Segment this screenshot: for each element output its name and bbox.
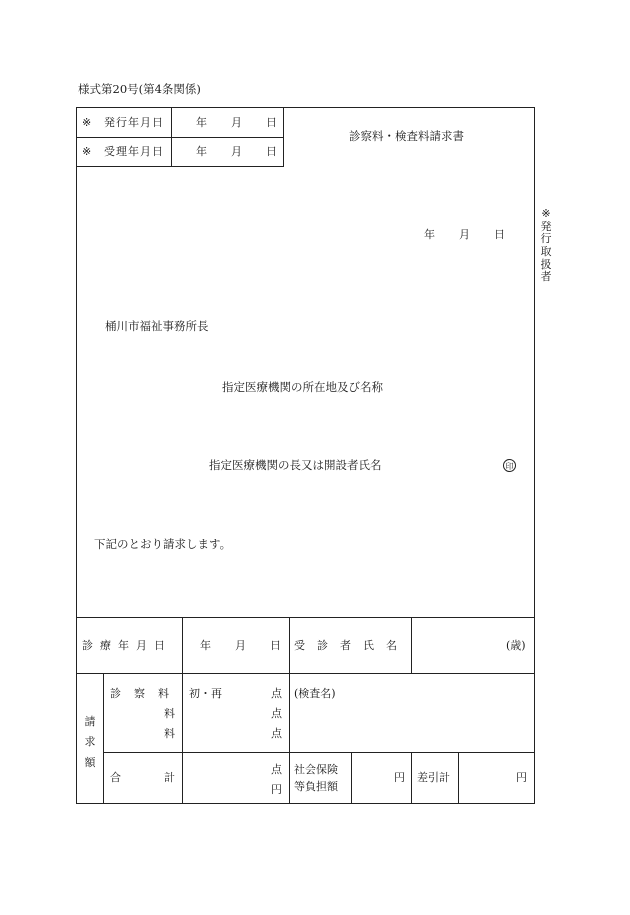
total-label-second: 計 — [164, 771, 175, 784]
receipt-day: 日 — [266, 145, 277, 158]
difference-label: 差引計 — [417, 771, 450, 784]
first-repeat-label: 初・再 — [189, 687, 222, 700]
fee-label-2: 料 — [164, 707, 175, 720]
issue-month: 月 — [231, 116, 242, 129]
consult-fee-label: 診察料 — [110, 687, 182, 700]
total-label-first: 合 — [110, 771, 121, 784]
social-insurance-label-2: 等負担額 — [294, 780, 338, 793]
fee-label-3: 料 — [164, 727, 175, 740]
total-yen-unit: 円 — [271, 783, 282, 796]
points-unit-3: 点 — [271, 727, 282, 740]
document-title: 診察料・検査料請求書 — [349, 129, 464, 143]
exam-year: 年 — [200, 639, 211, 652]
date-day: 日 — [494, 228, 505, 241]
receipt-year: 年 — [196, 145, 207, 158]
date-month: 月 — [459, 228, 470, 241]
institution-head-label: 指定医療機関の長又は開設者氏名 — [209, 458, 382, 472]
exam-date-label: 診療年月日 — [82, 639, 172, 652]
claim-amount-label: 請 求 額 — [84, 715, 96, 769]
mark-receipt: ※ — [82, 145, 92, 158]
points-unit-1: 点 — [271, 687, 282, 700]
mark-issue: ※ — [82, 116, 92, 129]
exam-month: 月 — [235, 639, 246, 652]
social-insurance-label-1: 社会保険 — [294, 763, 338, 776]
total-points-unit: 点 — [271, 763, 282, 776]
side-note-issuer: ※ 発 行 取 扱 者 — [540, 207, 552, 284]
exam-name-label: (検査名) — [294, 687, 336, 700]
exam-day: 日 — [270, 639, 281, 652]
age-unit: (歳) — [506, 639, 526, 652]
request-text: 下記のとおり請求します。 — [94, 537, 232, 551]
points-unit-2: 点 — [271, 707, 282, 720]
issue-day: 日 — [266, 116, 277, 129]
receipt-month: 月 — [231, 145, 242, 158]
issue-year: 年 — [196, 116, 207, 129]
patient-name-label: 受診者氏名 — [294, 639, 409, 652]
date-year: 年 — [424, 228, 435, 241]
form-number: 様式第20号(第4条関係) — [78, 82, 201, 96]
institution-address-label: 指定医療機関の所在地及び名称 — [222, 380, 383, 394]
addressee: 桶川市福祉事務所長 — [105, 319, 209, 333]
seal-mark: 印 — [503, 459, 516, 472]
receipt-date-label: 受理年月日 — [104, 145, 164, 158]
issue-date-label: 発行年月日 — [104, 116, 164, 129]
difference-yen: 円 — [516, 771, 527, 784]
social-insurance-yen: 円 — [394, 771, 405, 784]
